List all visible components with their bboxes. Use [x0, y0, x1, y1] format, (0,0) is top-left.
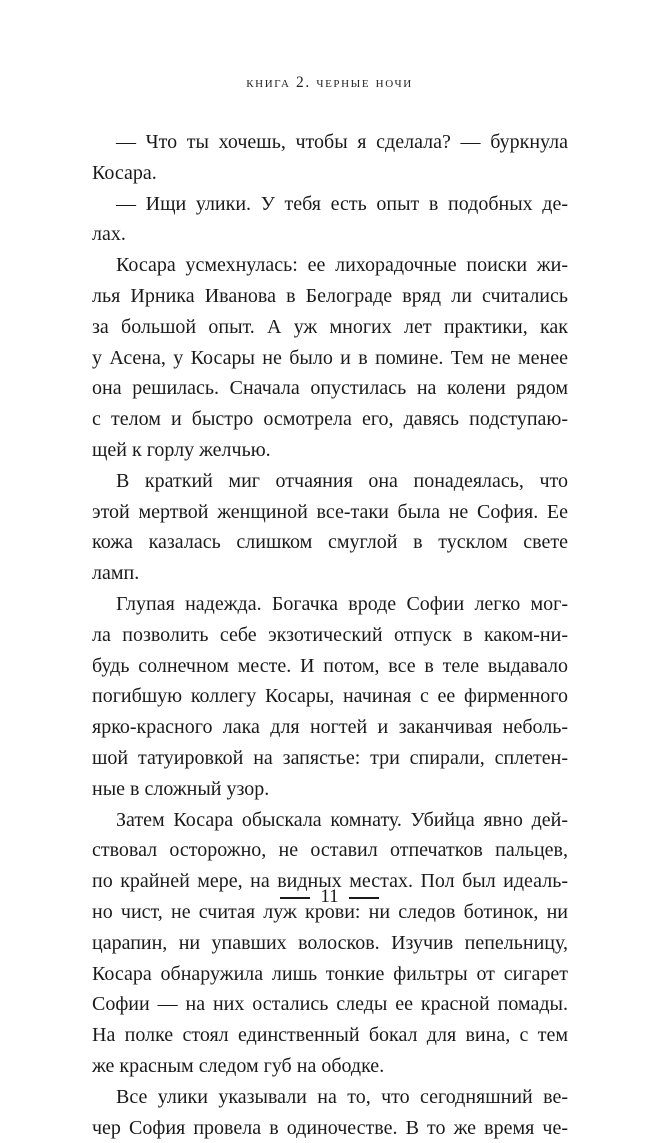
text-line: Косара обнаружила лишь тонкие фильтры от сигарет — [92, 959, 568, 990]
text-line: у Асена, у Косары не было и в помине. Тем не менее — [92, 343, 568, 374]
text-line: по крайней мере, на видных местах. Пол был идеаль- — [92, 866, 568, 897]
text-line: ствовал осторожно, не оставил отпечатков пальцев, — [92, 835, 568, 866]
text-line: Глупая надежда. Богачка вроде Софии легко мог- — [92, 589, 568, 620]
text-line: кожа казалась слишком смуглой в тусклом свете — [92, 527, 568, 558]
text-line: за большой опыт. А уж многих лет практики, как — [92, 312, 568, 343]
text-line: Косара. — [92, 158, 568, 189]
text-line: лах. — [92, 219, 568, 250]
text-line: На полке стоял единственный бокал для вина, с тем — [92, 1020, 568, 1051]
text-line: она решилась. Сначала опустилась на колени рядом — [92, 373, 568, 404]
text-line: с телом и быстро осмотрела его, давясь подступаю- — [92, 404, 568, 435]
text-line: будь солнечном месте. И потом, все в теле выдавало — [92, 651, 568, 682]
text-line: щей к горлу желчью. — [92, 435, 568, 466]
text-line: — Что ты хочешь, чтобы я сделала? — буркнула — [92, 127, 568, 158]
running-header: книга 2. черные ночи — [0, 74, 659, 92]
text-line: царапин, ни упавших волосков. Изучив пепельницу, — [92, 928, 568, 959]
text-line: этой мертвой женщиной все-таки была не София. Ее — [92, 497, 568, 528]
text-line: Софии — на них остались следы ее красной помады. — [92, 989, 568, 1020]
page-footer — [0, 886, 659, 908]
text-line: но чист, не считая луж крови: ни следов ботинок, ни — [92, 897, 568, 928]
text-line: В краткий миг отчаяния она понадеялась, что — [92, 466, 568, 497]
text-line: ярко-красного лака для ногтей и заканчивая неболь- — [92, 712, 568, 743]
page-number: 11 — [320, 886, 338, 907]
text-line: ные в сложный узор. — [92, 774, 568, 805]
text-line: ла позволить себе экзотический отпуск в каком-ни- — [92, 620, 568, 651]
folio-dash-left — [280, 897, 310, 899]
text-line: Затем Косара обыскала комнату. Убийца явно дей- — [92, 805, 568, 836]
text-line: лья Ирника Иванова в Белограде вряд ли считались — [92, 281, 568, 312]
text-line: Все улики указывали на то, что сегодняшний ве- — [92, 1082, 568, 1113]
text-line: погибшую коллегу Косары, начиная с ее фирменного — [92, 681, 568, 712]
text-line: чер София провела в одиночестве. В то же время че- — [92, 1113, 568, 1143]
text-line: же красным следом губ на ободке. — [92, 1051, 568, 1082]
text-line: ламп. — [92, 558, 568, 589]
folio-dash-right — [349, 897, 379, 899]
text-line: Косара усмехнулась: ее лихорадочные поиски жи- — [92, 250, 568, 281]
text-line: шой татуировкой на запястье: три спирали, сплетен- — [92, 743, 568, 774]
body-text — [92, 127, 568, 1143]
text-line: — Ищи улики. У тебя есть опыт в подобных де- — [92, 189, 568, 220]
